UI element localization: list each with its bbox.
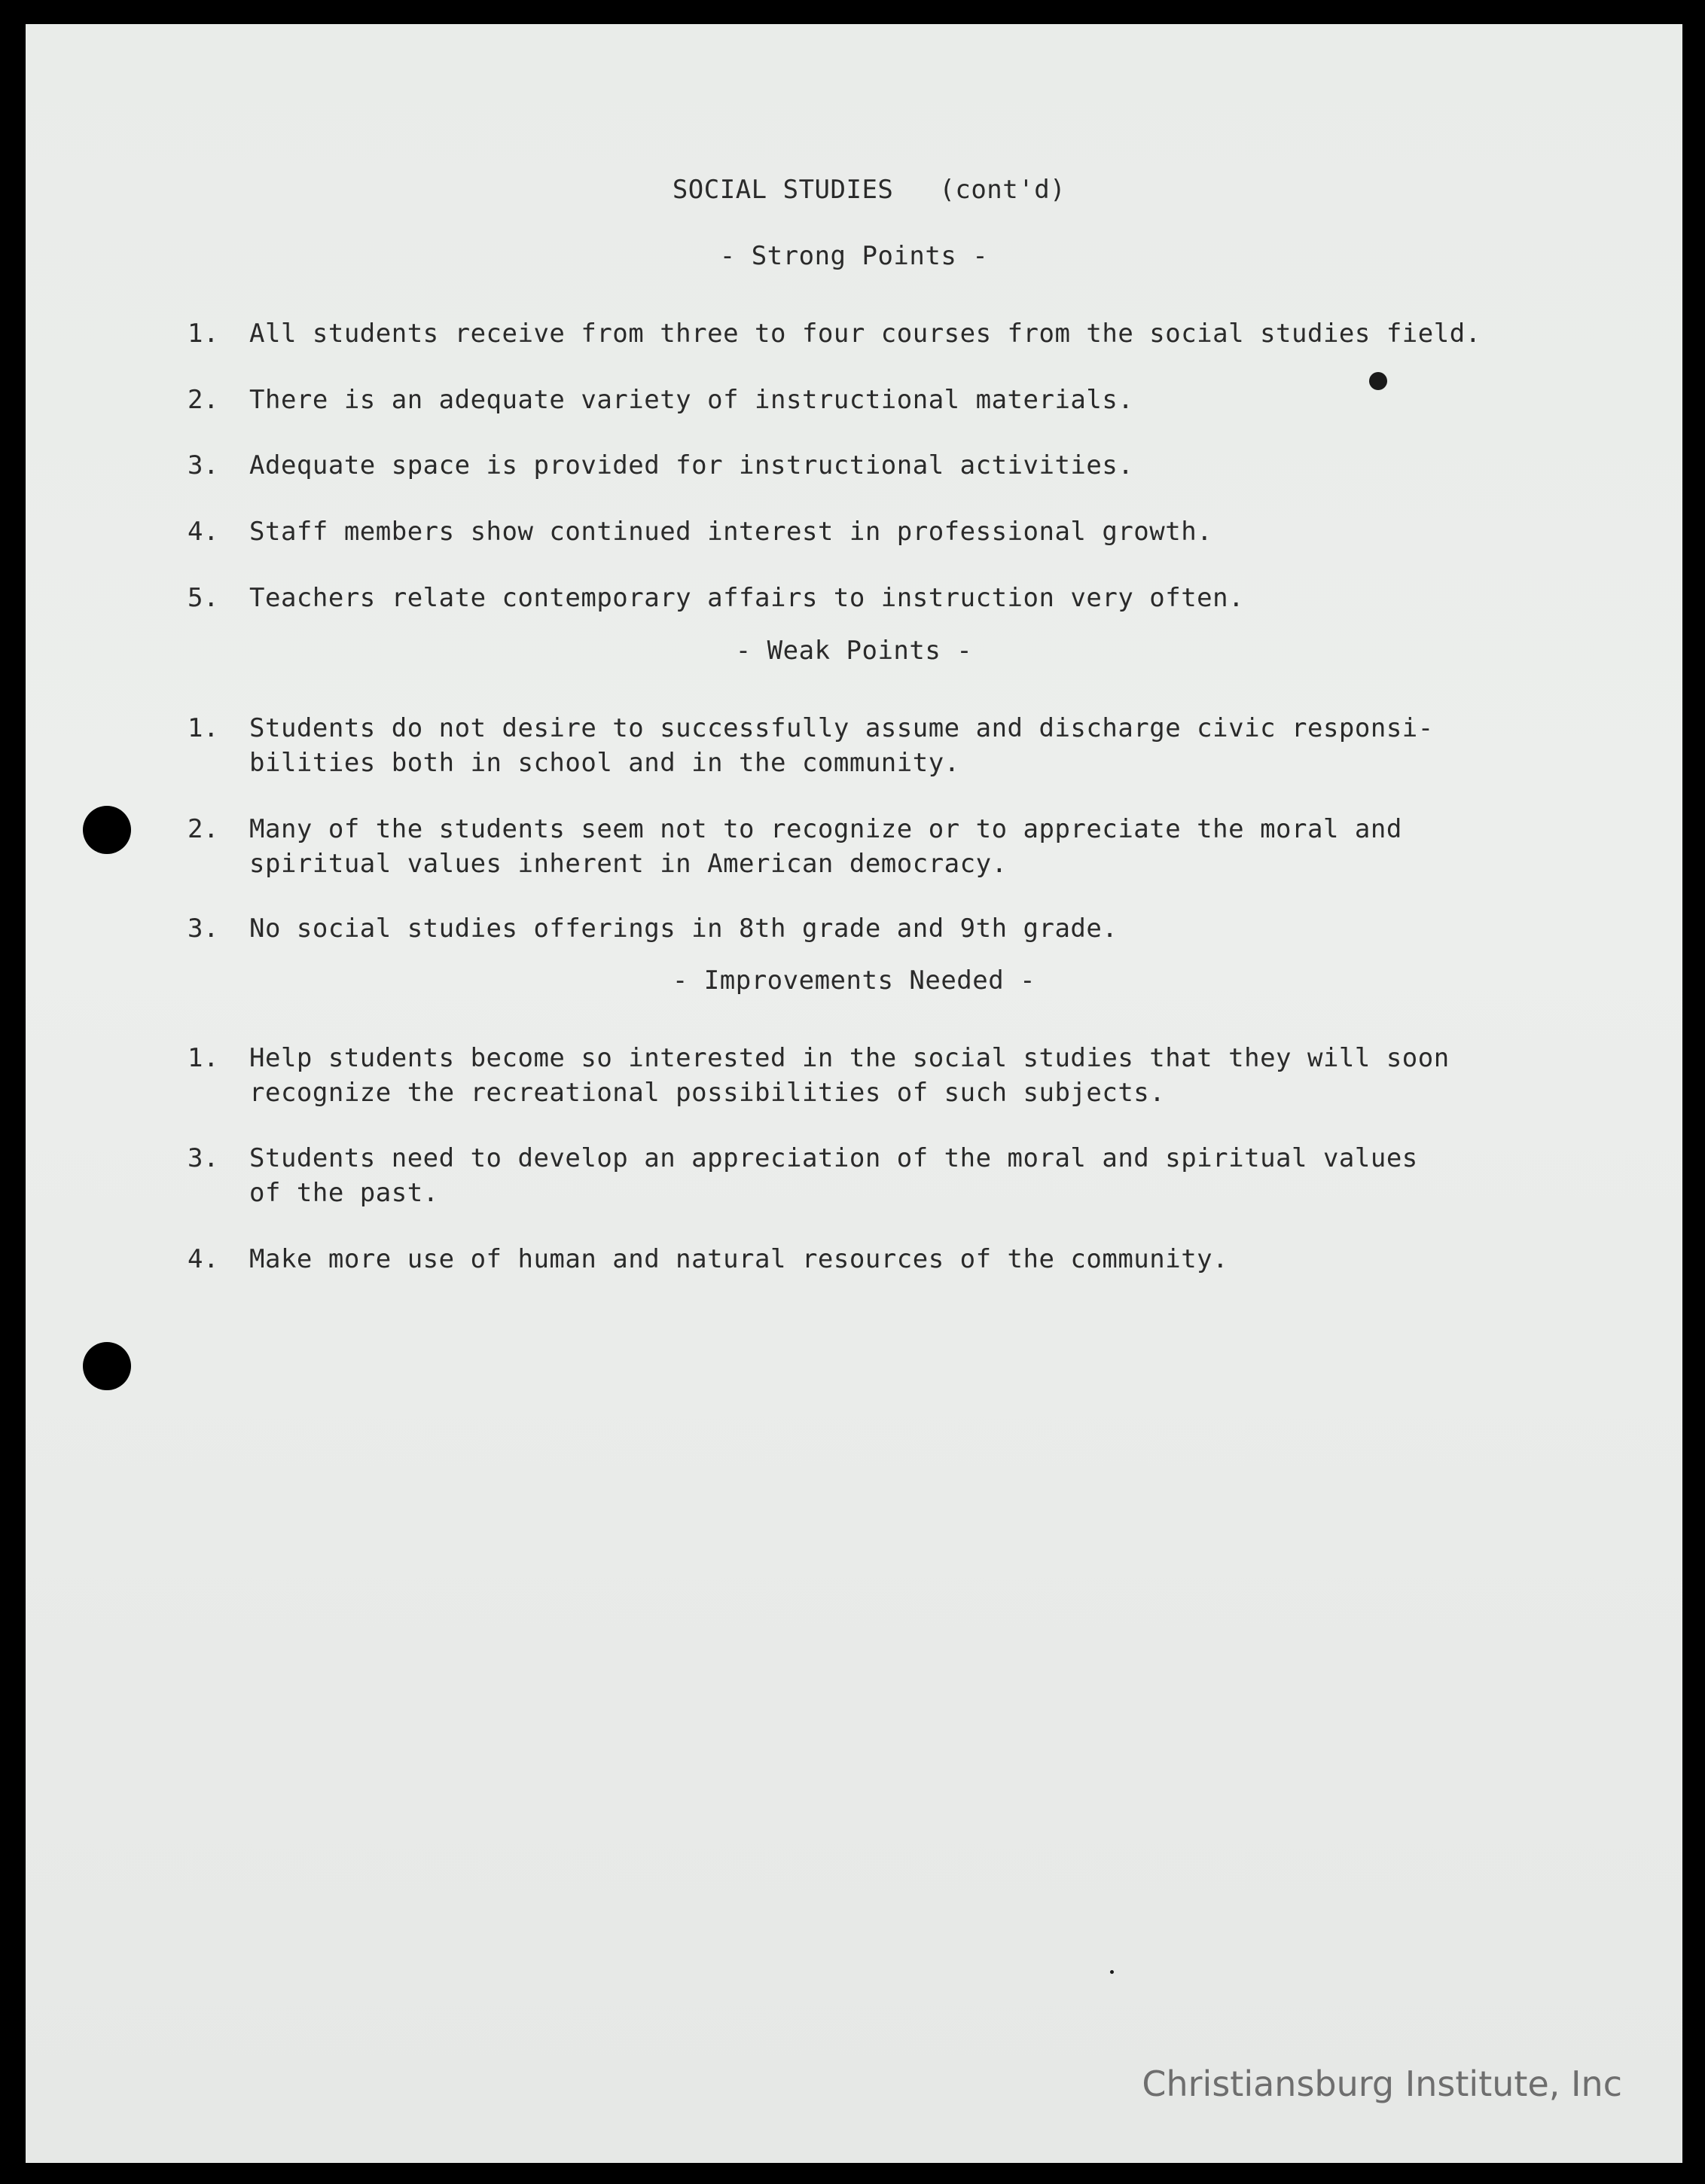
item-number: 3. (188, 914, 219, 944)
item-text-line: spiritual values inherent in American democracy. (249, 849, 1008, 879)
improvements-heading: - Improvements Needed - (672, 965, 1036, 996)
item-text-line: of the past. (249, 1178, 439, 1208)
title-suffix: (cont'd) (939, 175, 1066, 205)
item-text: There is an adequate variety of instructional materials. (249, 385, 1134, 415)
item-text: All students receive from three to four courses from the social studies field. (249, 319, 1481, 349)
item-text (249, 812, 1575, 881)
item-number: 3. (188, 450, 219, 480)
item-number: 2. (188, 814, 219, 844)
item-text: Make more use of human and natural resources of the community. (249, 1244, 1229, 1274)
item-number: 2. (188, 385, 219, 415)
item-text (249, 711, 1575, 780)
item-text: Adequate space is provided for instructional activities. (249, 450, 1134, 480)
item-text: No social studies offerings in 8th grade and 9th grade. (249, 914, 1118, 944)
item-number: 1. (188, 1043, 219, 1073)
item-text: Staff members show continued interest in professional growth. (249, 517, 1213, 547)
item-number: 3. (188, 1143, 219, 1173)
item-number: 5. (188, 583, 219, 613)
document-page (26, 24, 1682, 2163)
weak-points-heading: - Weak Points - (735, 636, 973, 666)
item-text-line: Help students become so interested in the social studies that they will soon (249, 1043, 1450, 1073)
item-text-line: Students do not desire to successfully assume and discharge civic responsi- (249, 713, 1434, 743)
watermark-text: Christiansburg Institute, Inc (1142, 2064, 1622, 2104)
punch-hole-top (83, 806, 131, 854)
item-text-line: Many of the students seem not to recognize or to appreciate the moral and (249, 814, 1402, 844)
item-text (249, 1041, 1575, 1110)
item-number: 1. (188, 713, 219, 743)
item-text-line: recognize the recreational possibilities of such subjects. (249, 1078, 1166, 1108)
item-text-line: bilities both in school and in the community. (249, 748, 960, 778)
ink-speck-small (1110, 1970, 1114, 1974)
item-number: 4. (188, 517, 219, 547)
strong-points-heading: - Strong Points - (719, 241, 989, 271)
title-text: SOCIAL STUDIES (672, 175, 894, 205)
punch-hole-bottom (83, 1342, 131, 1390)
item-number: 1. (188, 319, 219, 349)
item-text-line: Students need to develop an appreciation of the moral and spiritual values (249, 1143, 1418, 1173)
item-text (249, 1141, 1575, 1210)
item-number: 4. (188, 1244, 219, 1274)
item-text: Teachers relate contemporary affairs to instruction very often. (249, 583, 1245, 613)
page-title (26, 175, 1682, 205)
